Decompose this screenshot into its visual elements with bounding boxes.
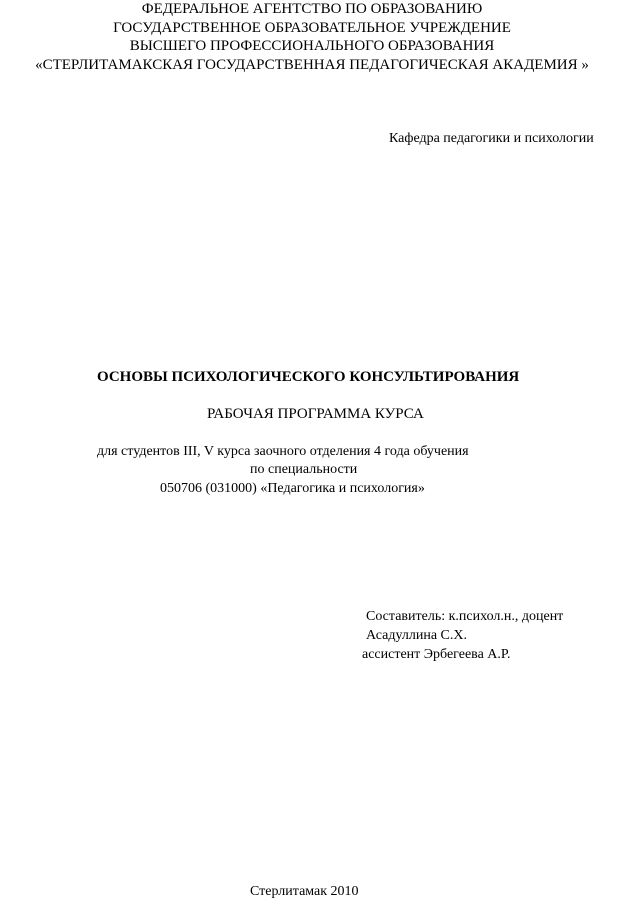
place-year: Стерлитамак 2010: [250, 884, 359, 899]
specialty-code: 050706 (031000) «Педагогика и психология»: [160, 481, 425, 496]
assistant-name: ассистент Эрбегеева А.Р.: [362, 647, 511, 662]
department-name: Кафедра педагогики и психологии: [389, 131, 594, 146]
compiler-name: Асадуллина С.Х.: [366, 628, 467, 643]
header-education-level: ВЫСШЕГО ПРОФЕССИОНАЛЬНОГО ОБРАЗОВАНИЯ: [129, 38, 495, 54]
header-academy-name: «СТЕРЛИТАМАКСКАЯ ГОСУДАРСТВЕННАЯ ПЕДАГОГИЧЕСКАЯ АКАДЕМИЯ »: [35, 57, 589, 73]
audience-line: для студентов III, V курса заочного отделения 4 года обучения: [97, 444, 469, 459]
compiler-line: Составитель: к.психол.н., доцент: [366, 609, 564, 624]
course-subtitle: РАБОЧАЯ ПРОГРАММА КУРСА: [207, 406, 424, 422]
course-title: ОСНОВЫ ПСИХОЛОГИЧЕСКОГО КОНСУЛЬТИРОВАНИЯ: [97, 369, 520, 385]
header-agency: ФЕДЕРАЛЬНОЕ АГЕНТСТВО ПО ОБРАЗОВАНИЮ: [141, 1, 483, 17]
header-institution-type: ГОСУДАРСТВЕННОЕ ОБРАЗОВАТЕЛЬНОЕ УЧРЕЖДЕНИЕ: [113, 20, 511, 36]
specialty-label: по специальности: [250, 462, 358, 477]
